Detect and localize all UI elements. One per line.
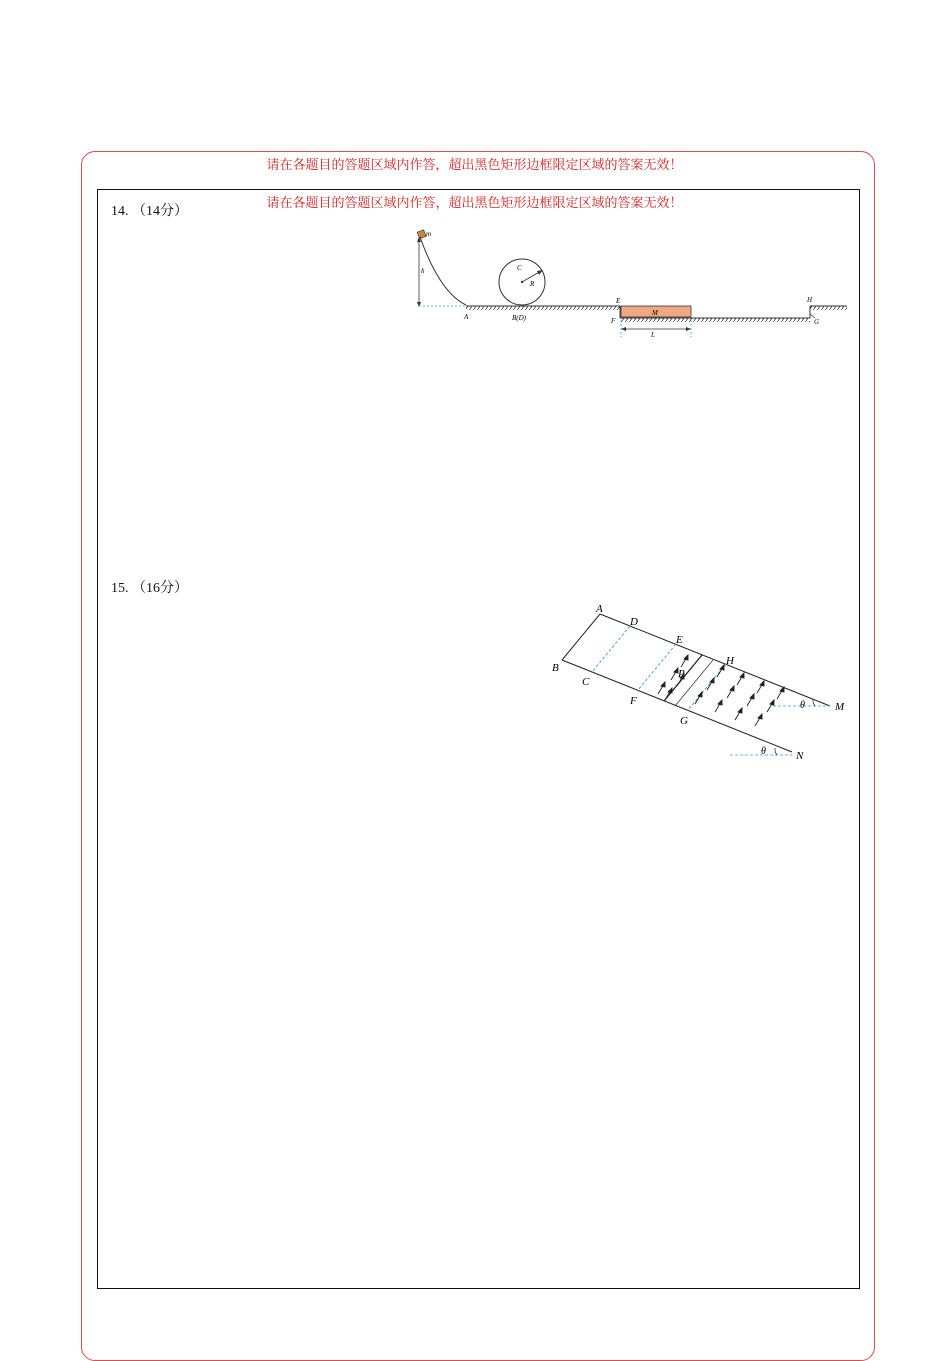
label-m: m (426, 230, 432, 238)
label-A: A (596, 603, 603, 615)
question-14-label (111, 200, 188, 220)
rail-bottom (562, 660, 792, 752)
edge-AB (562, 614, 600, 660)
label-BD: B(D) (512, 314, 526, 322)
magnetic-field-arrows (545, 600, 784, 726)
question-score: （14分） (132, 204, 188, 219)
warning-text-top: 请在各题目的答题区域内作答，超出黑色矩形边框限定区域的答案无效！ (203, 158, 746, 174)
label-C: C (582, 676, 590, 688)
label-N: N (796, 750, 804, 762)
label-E: E (676, 634, 683, 646)
label-E: E (616, 297, 621, 305)
figure-14-track-diagram (410, 225, 855, 345)
label-M: M (835, 701, 845, 713)
label-C: C (517, 264, 522, 272)
label-R: R (530, 280, 535, 288)
label-F: F (611, 317, 616, 325)
ramp-curve (420, 237, 466, 305)
label-G: G (680, 715, 688, 727)
label-M: M (652, 309, 658, 317)
label-H: H (726, 655, 734, 667)
label-h: h (421, 267, 425, 275)
question-number: 14. (111, 204, 129, 219)
label-L: L (651, 331, 655, 339)
question-15-label (111, 577, 188, 597)
label-theta-1: θ (800, 700, 805, 711)
figure-15-incline-rails-diagram (545, 600, 855, 765)
question-score: （16分） (132, 581, 188, 596)
label-P: P (678, 668, 685, 680)
label-B: B (552, 662, 559, 674)
label-G: G (814, 318, 820, 326)
question-number: 15. (111, 581, 129, 596)
label-D: D (630, 616, 638, 628)
warning-text-inner: 请在各题目的答题区域内作答，超出黑色矩形边框限定区域的答案无效！ (203, 196, 746, 212)
label-A: A (464, 313, 469, 321)
label-theta-2: θ (761, 746, 766, 757)
mass-m-block (417, 230, 426, 239)
label-H: H (807, 296, 813, 304)
label-F: F (630, 695, 637, 707)
